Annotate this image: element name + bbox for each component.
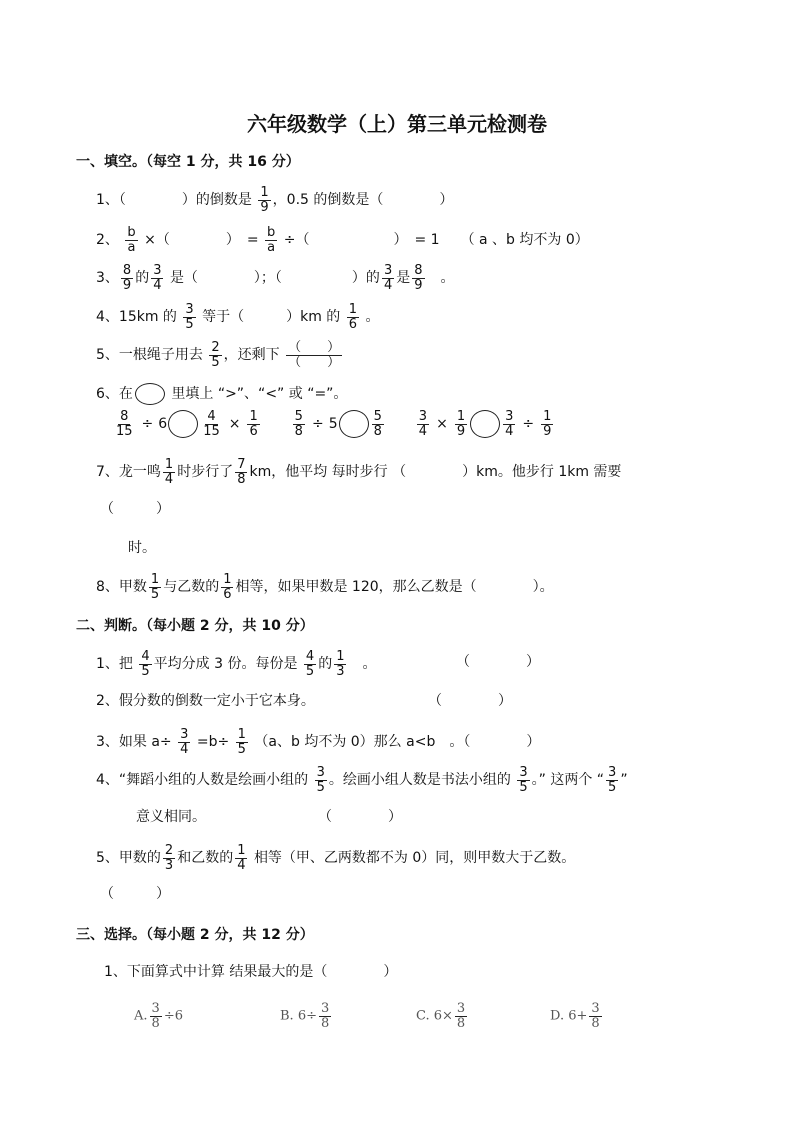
fraction-denominator: 4 <box>164 471 174 487</box>
question-7-unit: 时。 <box>128 540 156 556</box>
fraction-denominator: a <box>267 239 276 255</box>
page-title: 六年级数学（上）第三单元检测卷 <box>247 112 547 136</box>
fraction-numerator: 1 <box>543 409 552 424</box>
option-a[interactable]: A. $\frac{3}{8}$ ÷6 <box>134 1001 183 1031</box>
fraction-numerator: 3 <box>505 409 514 424</box>
fraction <box>382 264 394 292</box>
judge-4-blank: （ ） <box>318 809 402 825</box>
judge-4: 4、“舞蹈小组的人数是绘画小组的 $\frac{3}{5}$ 。绘画小组人数是书法小组的 $\frac{3}{5}$ 。” 这两个 “ $\frac{3}{5}$ ” <box>96 765 628 795</box>
judge-5-blank: （ ） <box>100 886 170 902</box>
fraction-numerator: 7 <box>237 457 246 472</box>
fraction <box>121 264 133 292</box>
fraction-numerator: 3 <box>608 765 617 780</box>
question-8: 8、甲数 $\frac{1}{5}$ 与乙数的 $\frac{1}{6}$ 相等，如果甲数是 120，那么乙数是（ ）。 <box>96 572 554 602</box>
fraction <box>347 303 359 331</box>
choice-1: 1、下面算式中计算 结果最大的是（ ） <box>104 964 398 980</box>
fraction-denominator: 8 <box>151 1015 160 1031</box>
fraction-denominator: 8 <box>294 423 303 439</box>
fraction-denominator: 4 <box>383 277 393 293</box>
fraction-denominator: 5 <box>185 316 194 332</box>
fraction <box>589 1002 601 1030</box>
fraction <box>417 410 429 438</box>
fraction-numerator: b <box>127 225 136 240</box>
fraction <box>125 226 137 254</box>
fraction <box>149 573 161 601</box>
fraction-denominator: 3 <box>164 857 174 873</box>
fraction <box>304 650 316 678</box>
fraction-numerator: b <box>267 225 276 240</box>
fraction-numerator: 8 <box>122 263 132 278</box>
section-heading-choice: 三、选择。（每小题 2 分，共 12 分） <box>76 927 314 943</box>
fraction <box>236 728 248 756</box>
question-1: 1、（ ）的倒数是 $\frac{1}{9}$ ，0.5 的倒数是（ ） <box>96 185 454 215</box>
fraction-denominator: 9 <box>414 277 423 293</box>
fraction-denominator: 4 <box>153 277 162 293</box>
option-d[interactable]: D. 6+ $\frac{3}{8}$ <box>550 1001 600 1031</box>
fraction <box>247 410 259 438</box>
fraction <box>293 410 305 438</box>
fraction <box>178 728 190 756</box>
judge-2: 2、假分数的倒数一定小于它本身。 <box>96 693 315 709</box>
fraction <box>201 410 222 438</box>
fraction-numerator: 2 <box>164 843 174 858</box>
judge-3: 3、如果 a÷ $\frac{3}{4}$ =b÷ $\frac{1}{5}$ （a、b 均不为 0）那么 a<b 。（ ） <box>96 727 541 757</box>
question-3: 3、 $\frac{8}{9}$ 的 $\frac{3}{4}$ 是（ ）；（ ）的 $\frac{3}{4}$ 是 $\frac{8}{9}$ 。 <box>96 263 455 293</box>
fraction <box>503 410 515 438</box>
question-6-comparisons: $\frac{8}{15}$ ÷ 6 $\frac{4}{15}$ × $\frac{1}{6}$ $\frac{5}{8}$ ÷ 5 $\frac{5}{8}$ $\frac{3}{4}$ × $\frac{1}{9}$ $\frac{3}{4}$ ÷ $\frac{1}{9}$ <box>116 409 552 439</box>
section-heading-fill-blank: 一、填空。（每空 1 分，共 16 分） <box>76 154 300 170</box>
fraction-numerator: 1 <box>164 457 174 472</box>
fraction-denominator: 5 <box>305 663 315 679</box>
fraction-numerator: 3 <box>180 727 189 742</box>
fraction-denominator: 15 <box>203 423 220 439</box>
fraction <box>139 650 151 678</box>
fraction-denominator: 5 <box>608 779 617 795</box>
fraction-numerator: 3 <box>383 263 393 278</box>
fraction-numerator: 4 <box>305 649 315 664</box>
fraction <box>372 410 384 438</box>
fraction-numerator: 3 <box>151 1001 160 1016</box>
fraction <box>412 264 424 292</box>
fraction <box>455 410 467 438</box>
fraction-numerator: 3 <box>456 1001 466 1016</box>
fraction-numerator: 3 <box>418 409 428 424</box>
fraction-numerator: 4 <box>207 409 216 424</box>
fraction-denominator: 8 <box>456 1015 466 1031</box>
fraction-numerator: 5 <box>373 409 382 424</box>
fraction <box>163 844 175 872</box>
judge-5: 5、甲数的 $\frac{2}{3}$ 和乙数的 $\frac{1}{4}$ 相等（甲、乙两数都不为 0）同，则甲数大于乙数。 <box>96 843 576 873</box>
fraction <box>517 766 529 794</box>
circle-blank <box>135 383 165 405</box>
fraction <box>151 264 163 292</box>
fraction-denominator: 4 <box>418 423 428 439</box>
fraction-denominator: 9 <box>543 423 552 439</box>
question-2: 2、 $\frac{b}{a}$ ×（ ） = $\frac{b}{a}$ ÷（ ） = 1 （ a 、b 均不为 0） <box>96 225 589 255</box>
question-7: 7、龙一鸣 $\frac{1}{4}$ 时步行了 $\frac{7}{8}$ km，他平均 每时步行 （ ）km。他步行 1km 需要 <box>96 457 622 487</box>
fraction-denominator: 5 <box>237 741 246 757</box>
section-heading-true-false: 二、判断。（每小题 2 分，共 10 分） <box>76 618 314 634</box>
compare-circle[interactable] <box>470 410 500 438</box>
fraction-numerator: 3 <box>316 765 325 780</box>
fraction-denominator: a <box>127 239 136 255</box>
fraction-numerator: 1 <box>249 409 258 424</box>
fraction-numerator: 8 <box>414 263 423 278</box>
fraction-denominator: 3 <box>336 663 345 679</box>
fraction <box>258 186 270 214</box>
fraction-numerator: 5 <box>294 409 303 424</box>
fraction <box>541 410 553 438</box>
fraction-denominator: 5 <box>141 663 150 679</box>
fraction <box>606 766 618 794</box>
fraction <box>334 650 346 678</box>
fraction-denominator: 8 <box>237 471 246 487</box>
fraction-denominator: 5 <box>519 779 528 795</box>
fraction-numerator: 1 <box>348 302 358 317</box>
fraction-numerator: 1 <box>237 843 246 858</box>
fraction-denominator: 5 <box>211 354 220 370</box>
fraction-numerator: 1 <box>150 572 160 587</box>
answer-fraction-blank <box>286 341 342 369</box>
compare-circle[interactable] <box>168 410 198 438</box>
fraction-denominator: 4 <box>180 741 189 757</box>
fraction-denominator: 4 <box>237 857 246 873</box>
question-4: 4、15km 的 $\frac{3}{5}$ 等于（ ）km 的 $\frac{1}{6}$ 。 <box>96 302 380 332</box>
fraction-numerator: 1 <box>223 572 232 587</box>
fraction <box>163 458 175 486</box>
fraction <box>209 341 221 369</box>
fraction <box>235 844 247 872</box>
fraction-numerator: 3 <box>519 765 528 780</box>
fraction <box>319 1002 331 1030</box>
fraction-denominator: 15 <box>116 423 133 439</box>
judge-1: 1、把 $\frac{4}{5}$ 平均分成 3 份。每份是 $\frac{4}{5}$ 的 $\frac{1}{3}$ 。 <box>96 649 377 679</box>
fraction-denominator: 6 <box>223 586 232 602</box>
fraction <box>221 573 233 601</box>
fraction <box>150 1002 162 1030</box>
fraction-numerator: 2 <box>211 340 220 355</box>
judge-1-blank: （ ） <box>456 654 540 670</box>
fraction-numerator: 3 <box>185 302 194 317</box>
fraction-denominator: 5 <box>150 586 160 602</box>
option-c[interactable]: C. 6× $\frac{3}{8}$ <box>416 1001 466 1031</box>
fraction-numerator: 1 <box>456 409 466 424</box>
judge-2-blank: （ ） <box>428 693 512 709</box>
question-5: 5、一根绳子用去 $\frac{2}{5}$ ，还剩下 $\frac{( )}{( )}$ <box>96 340 341 370</box>
fraction-numerator: 3 <box>320 1001 330 1016</box>
fraction <box>455 1002 467 1030</box>
fraction <box>183 303 195 331</box>
fraction-denominator: 8 <box>373 423 382 439</box>
fraction-numerator: 1 <box>237 727 246 742</box>
option-b[interactable]: B. 6÷ $\frac{3}{8}$ <box>280 1001 330 1031</box>
fraction-numerator: 3 <box>153 263 162 278</box>
fraction-numerator: 1 <box>336 649 345 664</box>
compare-circle[interactable] <box>339 410 369 438</box>
fraction-numerator: （ ） <box>288 340 341 355</box>
fraction-denominator: 6 <box>249 423 258 439</box>
fraction <box>265 226 277 254</box>
question-6: 6、在 里填上 “>”、“<” 或 “=”。 <box>96 383 347 405</box>
fraction-numerator: 4 <box>141 649 150 664</box>
fraction-denominator: 4 <box>505 423 514 439</box>
fraction-denominator: （ ） <box>288 354 341 370</box>
fraction-denominator: 9 <box>456 423 466 439</box>
fraction-numerator: 3 <box>591 1001 600 1016</box>
fraction-denominator: 8 <box>320 1015 330 1031</box>
fraction-denominator: 9 <box>122 277 132 293</box>
fraction-denominator: 8 <box>591 1015 600 1031</box>
fraction-denominator: 9 <box>260 199 269 215</box>
fraction-numerator: 1 <box>260 185 269 200</box>
question-7-blank: （ ） <box>100 501 170 517</box>
judge-4-line2: 意义相同。 <box>136 809 206 825</box>
fraction-denominator: 6 <box>348 316 358 332</box>
fraction <box>114 410 135 438</box>
fraction <box>315 766 327 794</box>
fraction-denominator: 5 <box>316 779 325 795</box>
fraction-numerator: 8 <box>120 409 129 424</box>
fraction <box>235 458 247 486</box>
